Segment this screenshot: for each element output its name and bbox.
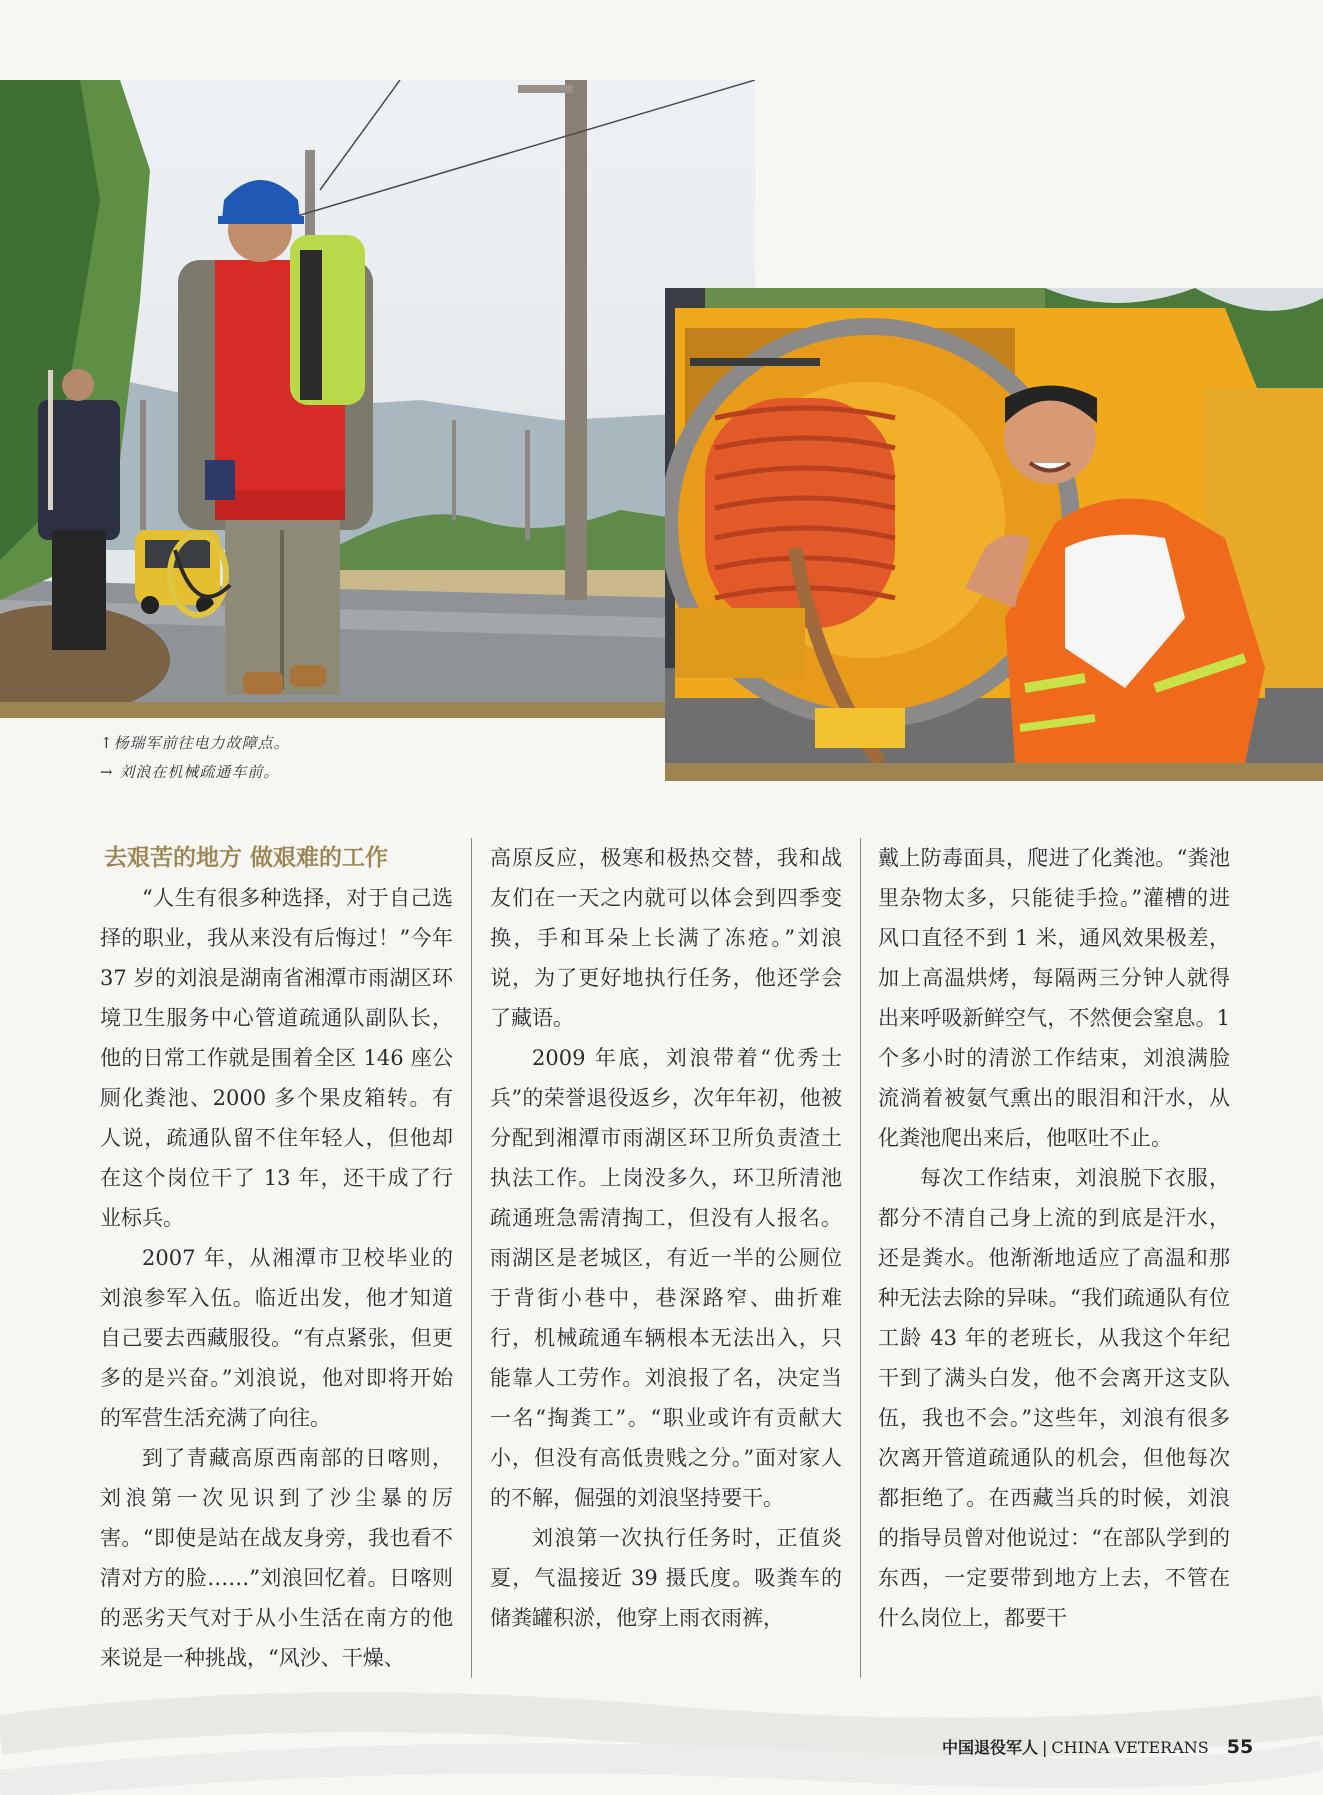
magazine-title: 中国退役军人	[942, 1738, 1039, 1757]
column-divider	[471, 838, 472, 1678]
article-column-3	[878, 838, 1230, 1638]
photo-lineman-walking	[0, 80, 755, 702]
photo-caption-first: ↑杨瑞军前往电力故障点。	[100, 734, 290, 752]
paragraph: 2009 年底，刘浪带着“优秀士兵”的荣誉退役返乡，次年年初，他被分配到湘潭市雨湖区环卫所负责渣土执法工作。上岗没多久，环卫所清池疏通班急需清掏工，但没有人报名。雨湖区是老城区，有近一半的公厕位于背街小巷中，巷深路窄、曲折难行，机械疏通车辆根本无法出入，只能靠人工劳作。刘浪报了名，决定当一名“掏粪工”。“职业或许有贡献大小，但没有高低贵贱之分。”面对家人的不解，倔强的刘浪坚持要干。	[490, 1046, 842, 1510]
paragraph: 每次工作结束，刘浪脱下衣服，都分不清自己身上流的到底是汗水，还是粪水。他渐渐地适应了高温和那种无法去除的异味。“我们疏通队有位工龄 43 年的老班长，从我这个年纪干到了满头白发，他不会离开这支队伍，我也不会。”这些年，刘浪有很多次离开管道疏通队的机会，但他每次都拒绝了。在西藏当兵的时候，刘浪的指导员曾对他说过：“在部队学到的东西，一定要带到地方上去，不管在什么岗位上，都要干	[878, 1166, 1230, 1630]
photo-base-bar	[665, 763, 1323, 781]
photo-base-bar	[0, 702, 665, 718]
magazine-english-title: CHINA VETERANS	[1051, 1738, 1209, 1757]
section-heading: 去艰苦的地方 做艰难的工作	[104, 845, 389, 871]
page-footer	[942, 1735, 1253, 1758]
paragraph: 高原反应，极寒和极热交替，我和战友们在一天之内就可以体会到四季变换，手和耳朵上长满了冻疮。”刘浪说，为了更好地执行任务，他还学会了藏语。	[490, 846, 842, 1030]
article-column-2	[490, 838, 842, 1638]
footer-separator: |	[1042, 1738, 1048, 1757]
paragraph: 到了青藏高原西南部的日喀则，刘浪第一次见识到了沙尘暴的厉害。“即使是站在战友身旁，我也看不清对方的脸……”刘浪回忆着。日喀则的恶劣天气对于从小生活在南方的他来说是一种挑战，“风沙、干燥、	[100, 1446, 453, 1670]
article-column-1	[100, 838, 453, 1678]
photo-caption-second: → 刘浪在机械疏通车前。	[100, 763, 280, 781]
page-number: 55	[1226, 1736, 1254, 1758]
paragraph: 2007 年，从湘潭市卫校毕业的刘浪参军入伍。临近出发，他才知道自己要去西藏服役。“有点紧张，但更多的是兴奋。”刘浪说，他对即将开始的军营生活充满了向往。	[100, 1246, 453, 1430]
paragraph: 戴上防毒面具，爬进了化粪池。“粪池里杂物太多，只能徒手捡。”灌槽的进风口直径不到 1 米，通风效果极差，加上高温烘烤，每隔两三分钟人就得出来呼吸新鲜空气，不然便会窒息。1 个多小时的清淤工作结束，刘浪满脸流淌着被氨气熏出的眼泪和汗水，从化粪池爬出来后，他呕吐不止。	[878, 846, 1230, 1150]
photo-sewer-truck	[665, 288, 1323, 763]
paragraph: 刘浪第一次执行任务时，正值炎夏，气温接近 39 摄氏度。吸粪车的储粪罐积淤，他穿上雨衣雨裤，	[490, 1526, 842, 1630]
column-divider	[860, 838, 861, 1678]
paragraph: “人生有很多种选择，对于自己选择的职业，我从来没有后悔过！”今年 37 岁的刘浪是湖南省湘潭市雨湖区环境卫生服务中心管道疏通队副队长，他的日常工作就是围着全区 146 座公厕化粪池、2000 多个果皮箱转。有人说，疏通队留不住年轻人，但他却在这个岗位干了 13 年，还干成了行业标兵。	[100, 886, 453, 1230]
